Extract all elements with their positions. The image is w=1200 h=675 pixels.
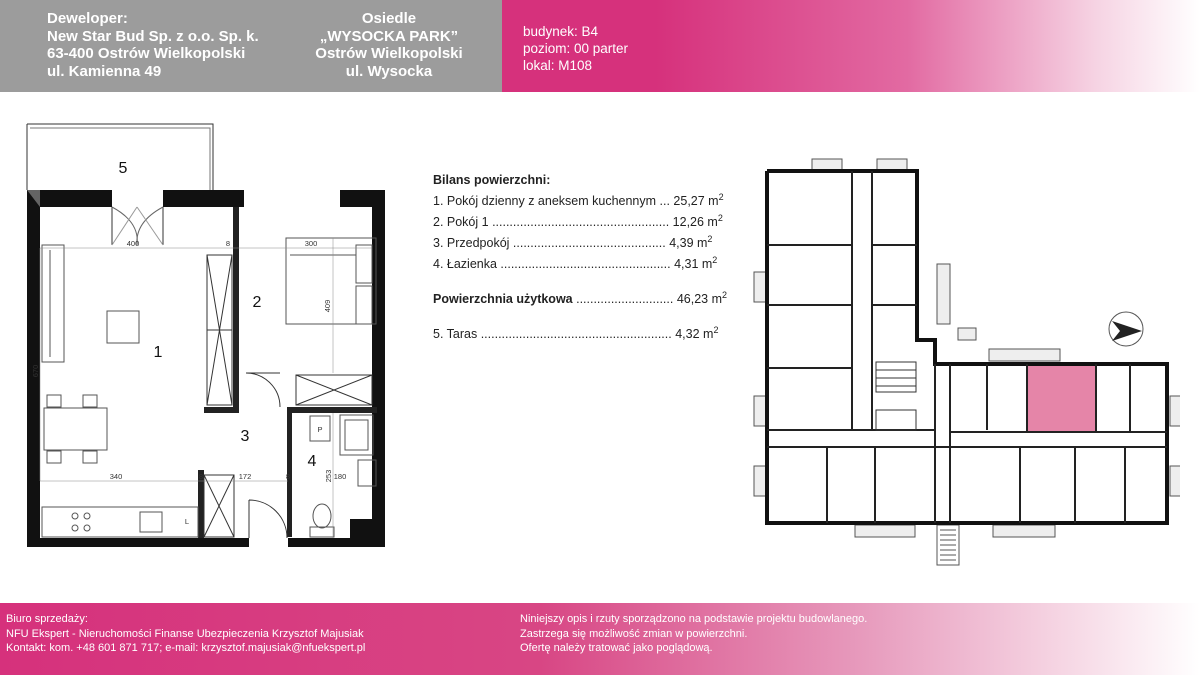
room-number-4: 4 [307,453,317,470]
dim-label: 8 [285,472,291,481]
sales-office-info [6,612,365,656]
unit-superscript: 2 [713,324,719,335]
estate-line: ul. Wysocka [345,62,433,80]
area-balance [433,172,727,343]
sales-office-line: NFU Ekspert - Nieruchomości Finanse Ubezpieczenia Krzysztof Majusiak [6,627,364,640]
dim-label: 409 [323,299,332,313]
room-number-1: 1 [153,344,163,361]
developer-line: ul. Kamienna 49 [47,62,162,80]
estate-line: „WYSOCKA PARK” [319,27,459,45]
terrace-value: 4,32 m [675,326,714,341]
sales-office-line: Kontakt: kom. +48 601 871 717; e-mail: krzysztof.majusiak@nfuekspert.pl [6,642,366,654]
usable-area-label: Powierzchnia użytkowa [433,291,573,306]
stair-core [876,362,916,430]
dim-label: 172 [238,472,252,481]
developer-line: New Star Bud Sp. z o.o. Sp. k. [47,27,259,45]
sales-office-line: Biuro sprzedaży: [6,613,88,625]
unit-info [523,23,628,74]
interior-walls [198,207,377,538]
usable-area-dots: ............................ [572,291,674,306]
area-row [433,189,727,210]
area-row [433,210,727,231]
developer-line: Deweloper: [47,10,128,27]
area-row-label: 2. Pokój 1 ................................................... [433,215,670,230]
room-number-2: 2 [252,294,262,311]
area-row [433,231,727,252]
usable-area-row [433,287,727,308]
estate-line: Osiedle [361,10,417,27]
terrace [27,124,213,190]
exterior-walls [27,190,385,547]
unit-superscript: 2 [722,289,728,300]
unit-superscript: 2 [717,213,723,224]
dim-label: 253 [324,469,333,483]
unit-superscript: 2 [712,255,718,266]
highlighted-unit-m108 [1027,364,1096,432]
area-row-label: 3. Przedpokój ............................................ [433,236,666,251]
terrace-label: 5. Taras ....................................................... [433,326,672,341]
estate-line: Ostrów Wielkopolski [315,45,463,62]
label-p: P [317,425,323,434]
area-balance-title: Bilans powierzchni: [433,173,551,187]
room-number-3: 3 [240,428,250,445]
usable-area-value: 46,23 m [676,291,722,306]
unit-building: budynek: B4 [523,24,599,39]
area-row-value: 25,27 m [673,194,719,209]
disclaimer-line: Zastrzega się możliwość zmian w powierzchni. [520,627,748,640]
dim-label: 8 [198,472,204,481]
dim-label: 340 [109,472,123,481]
disclaimer-line: Niniejszy opis i rzuty sporządzono na podstawie projektu budowlanego. [520,613,868,625]
apartment-floor-plan [0,110,400,555]
unit-superscript: 2 [718,192,724,202]
area-row [433,252,727,273]
north-arrow [1109,312,1143,346]
living-room-furniture [42,245,198,537]
label-l: L [184,517,190,526]
unit-level: poziom: 00 parter [523,41,629,56]
area-row-label: 4. Łazienka ................................................. [433,257,671,272]
disclaimer-line: Ofertę należy tratować jako poglądową. [520,642,713,654]
area-row-label: 1. Pokój dzienny z aneksem kuchennym ... [433,194,670,209]
unit-superscript: 2 [707,234,713,245]
disclaimer [520,612,867,656]
estate-info [300,10,478,80]
developer-line: 63-400 Ostrów Wielkopolski [47,45,246,62]
room-number-5: 5 [118,160,128,177]
building-partitions [767,171,1167,523]
developer-info [47,10,259,80]
dimension-lines [40,238,372,538]
dim-label: 300 [304,239,318,248]
area-row-value: 4,31 m [674,257,713,272]
dim-label: 8 [225,239,231,248]
unit-number: lokal: M108 [523,58,593,73]
area-row-value: 4,39 m [669,236,708,251]
building-key-plan [740,150,1180,570]
area-row-value: 12,26 m [672,215,718,230]
dim-label: 670 [31,364,40,378]
stair-entrance [937,525,959,565]
dim-label: 400 [126,239,140,248]
terrace-row [433,322,727,343]
dim-label: 180 [333,472,347,481]
dimension-labels [31,239,346,482]
balconies [754,159,1180,537]
